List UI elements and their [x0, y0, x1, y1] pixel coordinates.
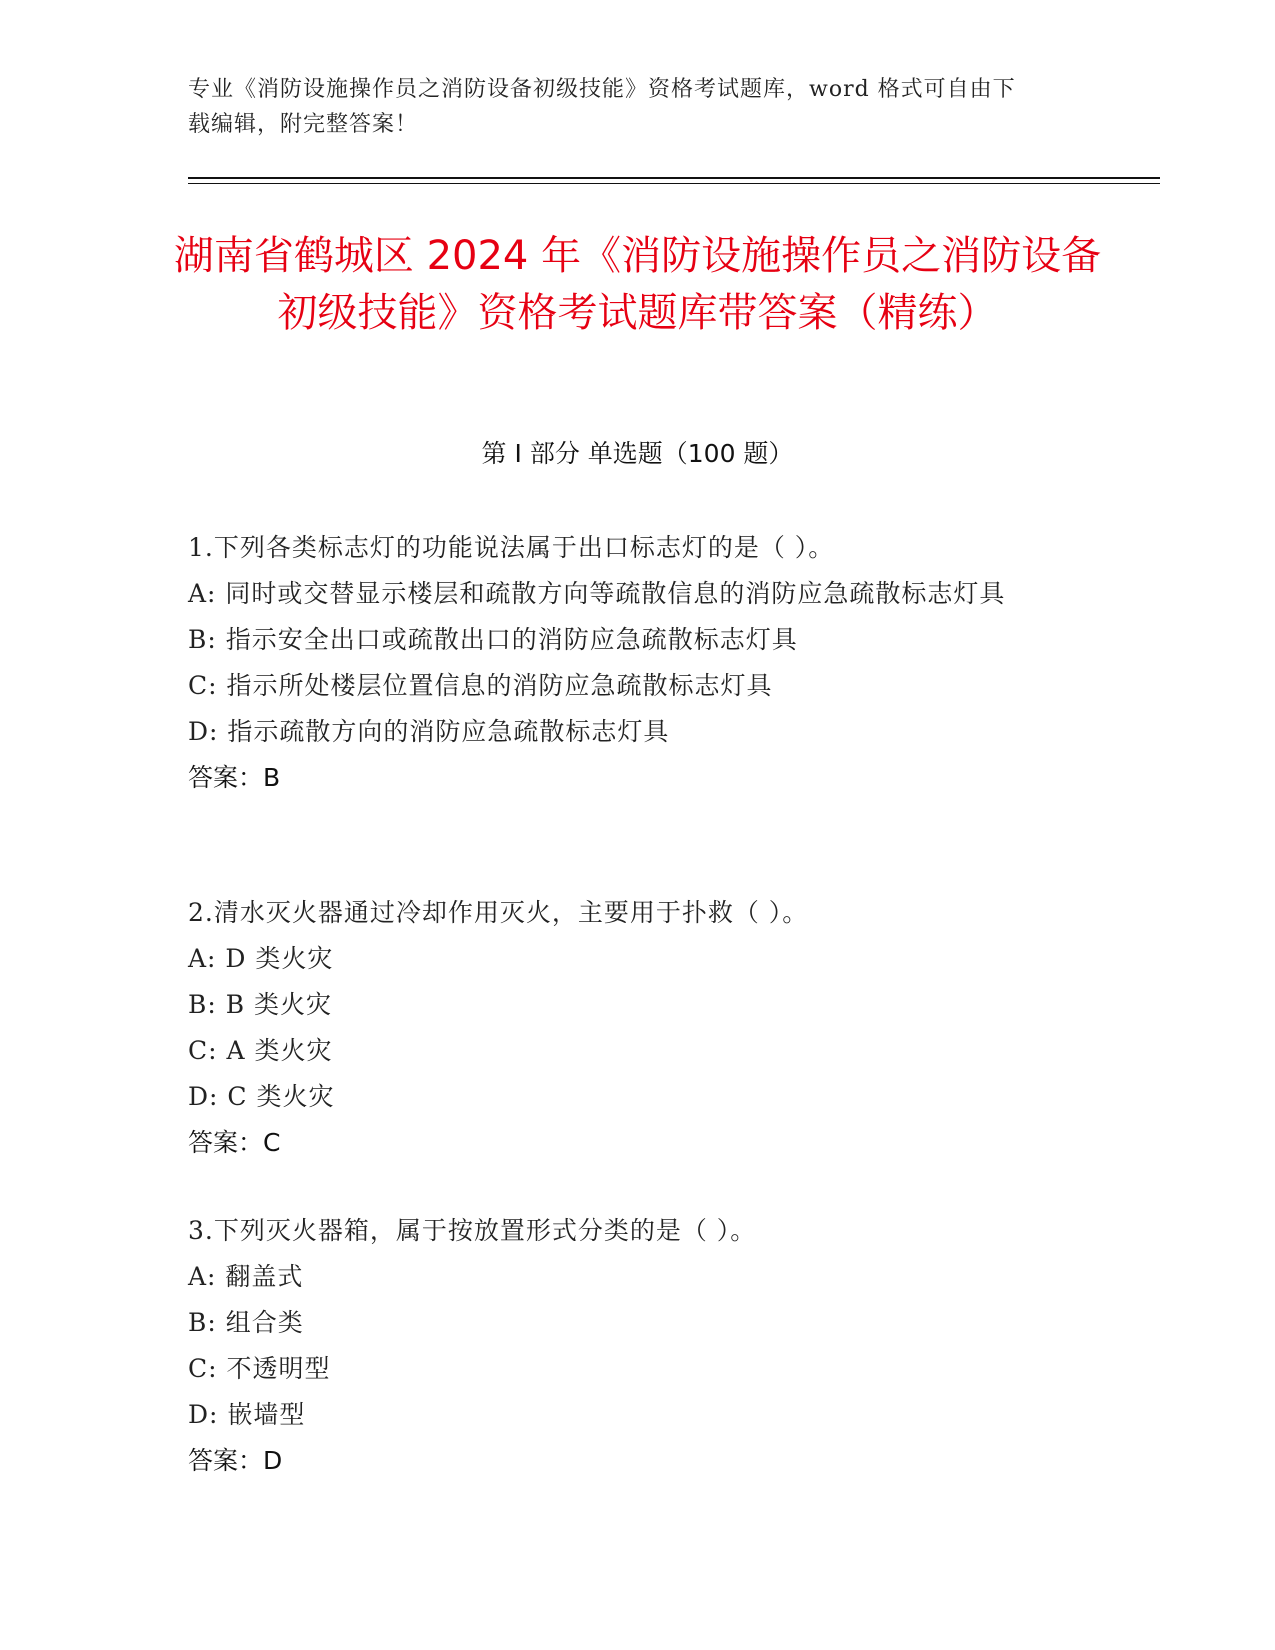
header-note-line-1: 专业《消防设施操作员之消防设备初级技能》资格考试题库，word 格式可自由下: [188, 77, 1016, 102]
header-divider-thick: [188, 177, 1160, 179]
option-c: C: 指示所处楼层位置信息的消防应急疏散标志灯具: [188, 671, 773, 700]
option-b: B: 组合类: [188, 1308, 304, 1337]
answer: 答案：C: [188, 1128, 281, 1157]
answer: 答案：B: [188, 763, 281, 792]
option-d: D: 指示疏散方向的消防应急疏散标志灯具: [188, 717, 670, 746]
question-2: [188, 890, 1068, 1166]
question-stem: 3.下列灭火器箱，属于按放置形式分类的是（ ）。: [188, 1216, 757, 1245]
header-note: [188, 72, 1088, 142]
option-a: A: 翻盖式: [188, 1262, 304, 1291]
answer: 答案：D: [188, 1446, 283, 1475]
section-title: 第 I 部分 单选题（100 题）: [481, 439, 794, 468]
option-d: D: C 类火灾: [188, 1082, 335, 1111]
document-title: 湖南省鹤城区 2024 年《消防设施操作员之消防设备初级技能》资格考试题库带答案（精练）: [173, 233, 1102, 336]
option-b: B: B 类火灾: [188, 990, 333, 1019]
question-stem: 2.清水灭火器通过冷却作用灭火，主要用于扑救（ ）。: [188, 898, 809, 927]
option-a: A: D 类火灾: [188, 944, 334, 973]
question-3: [188, 1208, 1068, 1484]
header-divider-thin: [188, 183, 1160, 184]
option-c: C: A 类火灾: [188, 1036, 333, 1065]
option-a: A: 同时或交替显示楼层和疏散方向等疏散信息的消防应急疏散标志灯具: [188, 579, 1006, 608]
question-1: [188, 525, 1068, 801]
question-stem: 1.下列各类标志灯的功能说法属于出口标志灯的是（ ）。: [188, 533, 835, 562]
option-c: C: 不透明型: [188, 1354, 331, 1383]
header-note-line-2: 载编辑，附完整答案！: [188, 112, 419, 137]
option-b: B: 指示安全出口或疏散出口的消防应急疏散标志灯具: [188, 625, 798, 654]
option-d: D: 嵌墙型: [188, 1400, 306, 1429]
